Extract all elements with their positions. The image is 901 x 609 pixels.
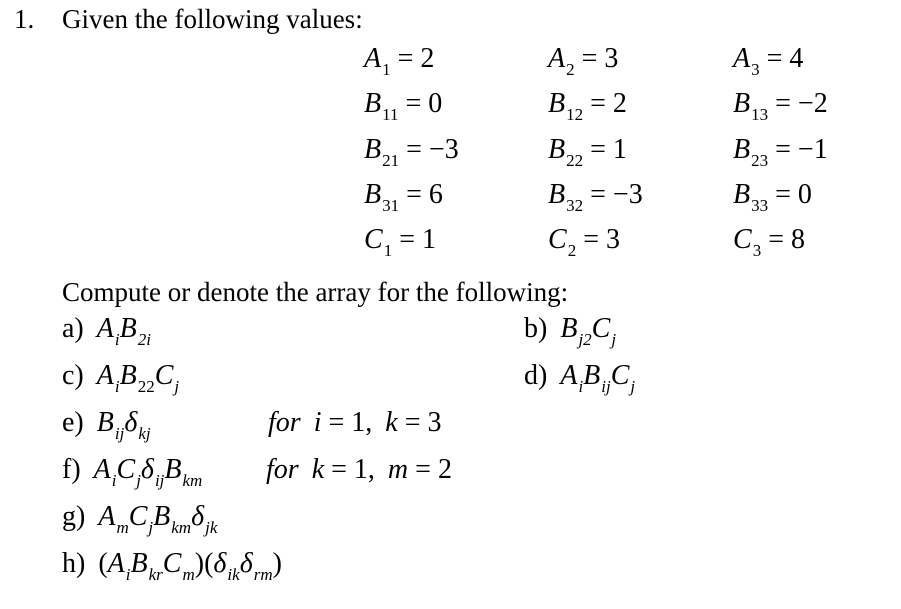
part-label: f) <box>62 454 81 485</box>
part-label: g) <box>62 501 86 532</box>
given-value-b13: $B_{13} = -2$ <box>733 88 828 124</box>
problem-intro: Given the following values: <box>62 4 363 34</box>
part-b: b) $B_{j2}C_j$ <box>524 313 617 349</box>
part-e: e) $B_{ij}\delta_{kj}$ <box>62 407 151 443</box>
part-c: c) $A_iB_{22}C_j$ <box>62 360 180 396</box>
part-label: c) <box>62 360 84 391</box>
given-value-c2: $C_2 = 3$ <box>548 224 620 260</box>
given-value-b22: $B_{22} = 1$ <box>548 134 627 170</box>
given-value-a2: $A_2 = 3$ <box>548 43 619 79</box>
given-value-b31: $B_{31} = 6$ <box>364 179 443 215</box>
part-e-condition: for i = 1, k = 3 <box>268 407 442 438</box>
problem-number: 1. <box>14 4 35 34</box>
given-value-b12: $B_{12} = 2$ <box>548 88 627 124</box>
part-label: h) <box>62 548 86 579</box>
given-value-a3: $A_3 = 4$ <box>733 43 804 79</box>
given-value-b32: $B_{32} = -3$ <box>548 179 643 215</box>
problem-prompt: Compute or denote the array for the following: <box>62 277 569 307</box>
given-value-c1: $C_1 = 1$ <box>364 224 436 260</box>
part-g: g) $A_mC_jB_{km}\delta_{jk}$ <box>62 501 218 537</box>
part-label: b) <box>524 313 548 344</box>
part-h: h) $(A_iB_{kr}C_m)(\delta_{ik}\delta_{rm})$ <box>62 548 282 584</box>
part-a: a) $A_iB_{2i}$ <box>62 313 151 349</box>
given-value-b23: $B_{23} = -1$ <box>733 134 828 170</box>
part-label: d) <box>524 360 548 391</box>
part-label: e) <box>62 407 84 438</box>
given-value-a1: $A_1 = 2$ <box>364 43 435 79</box>
part-d: d) $A_iB_{ij}C_j$ <box>524 360 636 396</box>
given-value-b33: $B_{33} = 0$ <box>733 179 812 215</box>
given-value-b21: $B_{21} = -3$ <box>364 134 459 170</box>
given-value-b11: $B_{11} = 0$ <box>364 88 443 124</box>
part-f: f) $A_iC_j\delta_{ij}B_{km}$ <box>62 454 203 490</box>
given-value-c3: $C_3 = 8$ <box>733 224 805 260</box>
part-f-condition: for k = 1, m = 2 <box>266 454 452 485</box>
part-label: a) <box>62 313 84 344</box>
